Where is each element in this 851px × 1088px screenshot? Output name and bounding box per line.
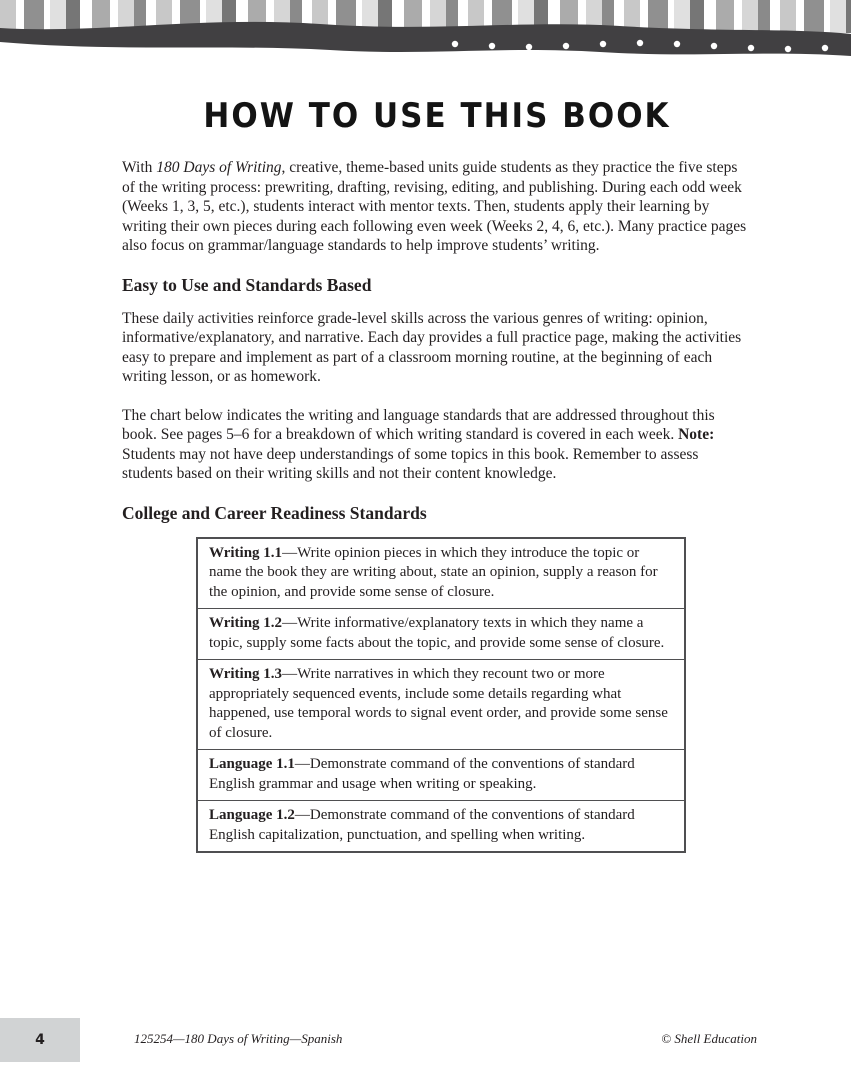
standard-label: Writing 1.3	[209, 666, 283, 682]
standard-label: Language 1.2	[209, 807, 295, 823]
chart-note-part1: The chart below indicates the writing and language standards that are addressed throughout this book. See pages 5–6 for a breakdown of which writing standard is covered in each week.	[122, 406, 715, 443]
banner-wave-graphic	[0, 0, 851, 70]
standard-text: —Demonstrate command of the conventions of standard English grammar and usage when writing or speaking.	[209, 756, 635, 792]
page-number-tab	[0, 1018, 80, 1062]
standard-text: —Write informative/explanatory texts in which they name a topic, supply some facts about the topic, and provide some sense of closure.	[209, 615, 665, 651]
page-content	[122, 70, 752, 853]
page-number: 4	[35, 1032, 45, 1048]
page-title: HOW TO USE THIS BOOK	[203, 96, 671, 136]
standard-label: Writing 1.2	[209, 615, 283, 631]
standards-table-row	[198, 539, 684, 610]
standard-label: Language 1.1	[209, 756, 295, 772]
footer-book-id: 125254—180 Days of Writing—Spanish	[134, 1031, 343, 1046]
intro-text-pre: With	[122, 159, 157, 176]
standards-table-row	[198, 750, 684, 801]
chart-note-paragraph	[122, 406, 752, 484]
easy-to-use-paragraph: These daily activities reinforce grade-level skills across the various genres of writing: opinion, informative/explanatory, and narrative. Each day provides a full practice page, making the activities easy to prepare and implement as part of a classroom morning routine, at the beginning of each writing lesson, or as homework.	[122, 309, 742, 385]
standards-table	[196, 537, 686, 854]
intro-text-post: , creative, theme-based units guide students as they practice the five steps of the writing process: prewriting, drafting, revising, editing, and publishing. During each odd week (Weeks 1, 3, 5, etc.), students interact with mentor texts. Then, students apply their learning by writing their own pieces during each following even week (Weeks 2, 4, 6, etc.). Many practice pages also focus on grammar/language standards to help improve students’ writing.	[122, 159, 747, 254]
section-heading-easy-to-use: Easy to Use and Standards Based	[122, 274, 372, 295]
standard-text: —Demonstrate command of the conventions of standard English capitalization, punctuation, and spelling when writing.	[209, 807, 635, 843]
page-footer	[134, 1031, 757, 1047]
chart-note-part2: Students may not have deep understandings of some topics in this book. Remember to assess students based on their writing skills and not their content knowledge.	[122, 445, 699, 482]
standard-label: Writing 1.1	[209, 544, 283, 561]
intro-book-title: 180 Days of Writing	[156, 159, 282, 176]
standards-table-row	[198, 609, 684, 660]
footer-publisher: © Shell Education	[661, 1031, 757, 1046]
decorative-banner	[0, 0, 851, 70]
standards-table-row	[198, 801, 684, 851]
standard-text: —Write narratives in which they recount two or more appropriately sequenced events, include some details regarding what happened, use temporal words to signal event order, and provide some sense of closure.	[209, 666, 668, 741]
standard-text: —Write opinion pieces in which they introduce the topic or name the book they are writing about, state an opinion, supply a reason for the opinion, and provide some sense of closure.	[209, 544, 658, 600]
intro-paragraph	[122, 158, 752, 256]
chart-note-label: Note:	[678, 426, 715, 443]
section-heading-ccr-standards: College and Career Readiness Standards	[122, 502, 427, 523]
standards-table-row	[198, 660, 684, 750]
